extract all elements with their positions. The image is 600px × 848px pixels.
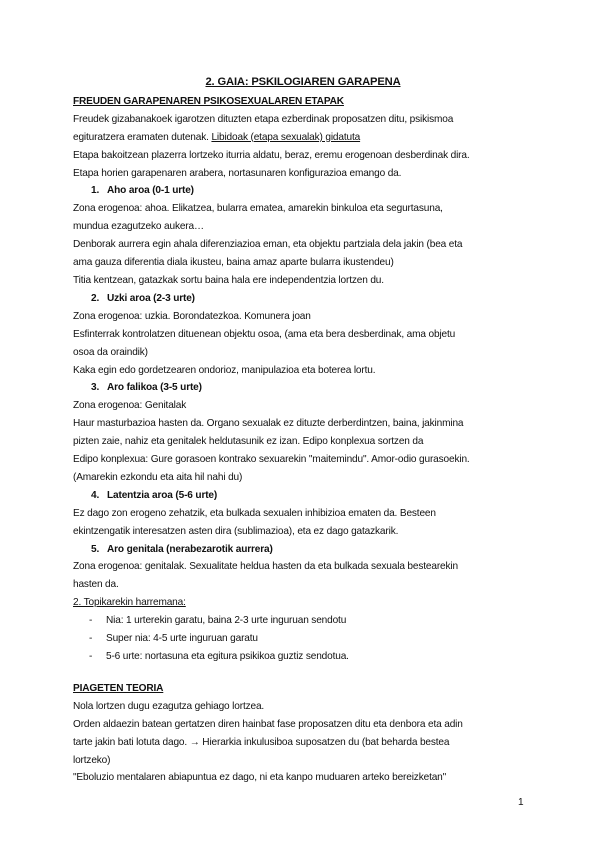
paragraph-line: pizten zaie, nahiz eta genitalek heldutasunik ez izan. Edipo konplexua sortzen da <box>73 436 424 448</box>
paragraph-line: (Amarekin ezkondu eta aita hil nahi du) <box>73 471 243 483</box>
list-item <box>73 612 533 630</box>
paragraph-line: Titia kentzean, gatazkak sortu baina hala ere independentzia lortzen du. <box>73 274 384 286</box>
stage-number: 2. <box>91 292 100 304</box>
paragraph-line: Nola lortzen dugu ezagutza gehiago lortzea. <box>73 700 265 712</box>
document-page <box>73 74 533 787</box>
paragraph-line: Esfinterrak kontrolatzen dituenean objektu osoa, (ama eta bera desberdinak, ama objetu <box>73 328 456 340</box>
list-item <box>73 630 533 648</box>
paragraph-line: osoa da oraindik) <box>73 346 148 358</box>
paragraph-line: Etapa bakoitzean plazerra lortzeko iturria aldatu, beraz, eremu erogenoan desberdinak dira. <box>73 149 470 161</box>
paragraph-line: Zona erogenoa: ahoa. Elikatzea, bularra ematea, amarekin binkuloa eta segurtasuna, <box>73 203 443 215</box>
stage-heading-latency <box>73 487 533 505</box>
stage-title: Aro genitala (nerabezarotik aurrera) <box>107 543 273 555</box>
list-item-text: Nia: 1 urterekin garatu, baina 2-3 urte inguruan sendotu <box>106 615 347 627</box>
paragraph-line: Etapa horien garapenaren arabera, nortasunaren konfigurazioa emango da. <box>73 167 402 179</box>
stage-number: 4. <box>91 489 100 501</box>
section-heading-piaget: PIAGETEN TEORIA <box>73 682 164 694</box>
paragraph-line: Edipo konplexua: Gure gorasoen kontrako sexuarekin "maitemindu". Amor-odio gurasoekin. <box>73 454 470 466</box>
paragraph-line <box>73 129 533 147</box>
stage-title: Aho aroa (0-1 urte) <box>107 185 194 197</box>
underlined-phrase: Libidoak (etapa sexualak) gidatuta <box>211 131 361 143</box>
list-item <box>73 648 533 666</box>
paragraph-line: Orden aldaezin batean gertatzen diren hainbat fase proposatzen ditu eta denbora eta adin <box>73 718 463 730</box>
list-item-text: Super nia: 4-5 urte inguruan garatu <box>106 633 258 645</box>
stage-heading-phallic <box>73 379 533 397</box>
paragraph-line: Zona erogenoa: Genitalak <box>73 400 187 412</box>
stage-title: Latentzia aroa (5-6 urte) <box>107 489 218 501</box>
stage-number: 1. <box>91 185 100 197</box>
dash-bullet: - <box>89 651 93 662</box>
paragraph-line: tarte jakin bati lotuta dago. → Hierarkia inkulusiboa suposatzen du (bat beharda bestea <box>73 736 450 748</box>
paragraph-line: Zona erogenoa: uzkia. Borondatezkoa. Komunera joan <box>73 310 311 322</box>
paragraph-line: hasten da. <box>73 579 119 591</box>
list-item-text: 5-6 urte: nortasuna eta egitura psikikoa guztiz sendotua. <box>106 651 349 662</box>
paragraph-line: "Eboluzio mentalaren abiapuntua ez dago, ni eta kanpo muduaren arteko bereizketan" <box>73 772 447 784</box>
stage-heading-genital <box>73 541 533 559</box>
stage-heading-anal <box>73 290 533 308</box>
dash-bullet: - <box>89 615 93 627</box>
paragraph-line: Kaka egin edo gordetzearen ondorioz, manipulazioa eta boterea lortu. <box>73 364 376 376</box>
paragraph-line: lortzeko) <box>73 754 111 766</box>
paragraph-line: Freudek gizabanakoek igarotzen dituzten etapa ezberdinak proposatzen ditu, psikismoa <box>73 113 454 125</box>
page-title: 2. GAIA: PSKILOGIAREN GARAPENA <box>205 76 401 88</box>
page-number: 1 <box>518 797 524 808</box>
stage-number: 5. <box>91 543 100 555</box>
paragraph-line: Denborak aurrera egin ahala diferenziazioa eman, eta objektu partziala dela jakin (bea eta <box>73 239 463 251</box>
paragraph-line: mundua ezagutzeko aukera… <box>73 221 204 233</box>
paragraph-line: Ez dago zon erogeno zehatzik, eta bulkada sexualen inhibizioa ematen da. Besteen <box>73 507 436 519</box>
paragraph-line: Zona erogenoa: genitalak. Sexualitate heldua hasten da eta bulkada sexuala bestearekin <box>73 561 458 573</box>
section-heading-freud: FREUDEN GARAPENAREN PSIKOSEXUALAREN ETAPAK <box>73 95 344 107</box>
stage-title: Uzki aroa (2-3 urte) <box>107 292 195 304</box>
stage-heading-oral <box>73 182 533 200</box>
paragraph-text: egituratzera eramaten dutenak. <box>73 131 212 143</box>
paragraph-line: Haur masturbazioa hasten da. Organo sexualak ez dituzte derberdintzen, baina, jakinmina <box>73 418 464 430</box>
topika-heading: 2. Topikarekin harremana: <box>73 597 186 609</box>
stage-title: Aro falikoa (3-5 urte) <box>107 382 202 394</box>
paragraph-line: ama gauza diferentia diala ikusteu, baina amaz aparte bularra ikustendeu) <box>73 257 394 269</box>
paragraph-line: ekintzengatik interesatzen asten dira (sublimazioa), eta ez dago gatazkarik. <box>73 525 399 537</box>
stage-number: 3. <box>91 382 100 394</box>
dash-bullet: - <box>89 633 93 645</box>
